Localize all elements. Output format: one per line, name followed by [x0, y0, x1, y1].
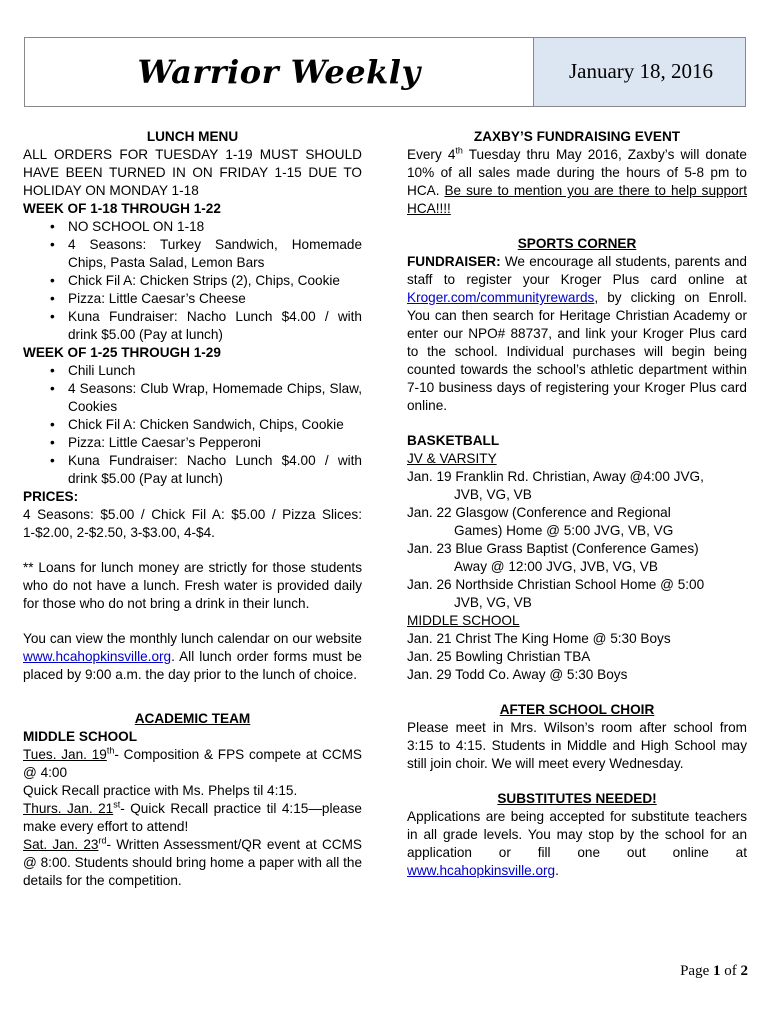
website-link[interactable]: www.hcahopkinsville.org — [407, 863, 556, 878]
zaxby-heading: ZAXBY’S FUNDRAISING EVENT — [473, 129, 681, 144]
subs-text-end: . — [555, 863, 559, 878]
academic-team-heading: ACADEMIC TEAM — [134, 711, 251, 726]
game-line: Jan. 22 Glasgow (Conference and Regional — [407, 505, 671, 520]
event-date: Sat. Jan. 23 — [23, 837, 99, 852]
lunch-intro: ALL ORDERS FOR TUESDAY 1-19 MUST SHOULD HAVE BEEN TURNED IN ON FRIDAY 1-15 DUE TO HOLIDAY ON MONDAY 1-18 — [23, 147, 362, 198]
game-item: Jan. 29 Todd Co. Away @ 5:30 Boys — [407, 667, 628, 682]
right-column — [407, 128, 747, 880]
game-item — [407, 576, 747, 612]
zaxby-sup: th — [455, 145, 463, 156]
week2-menu-list — [23, 362, 362, 488]
week2-heading: WEEK OF 1-25 THROUGH 1-29 — [23, 345, 221, 360]
list-item: • Chick Fil A: Chicken Sandwich, Chips, Cookie — [23, 416, 362, 434]
game-line-cont: Away @ 12:00 JVG, JVB, VG, VB — [454, 559, 658, 574]
kroger-fundraiser — [407, 253, 747, 415]
academic-event: Quick Recall practice with Ms. Phelps til 4:15. — [23, 783, 298, 798]
total-pages: 2 — [740, 963, 748, 979]
event-text: - Composition & FPS compete at CCMS @ 4:00 — [23, 747, 362, 780]
list-item: • 4 Seasons: Turkey Sandwich, Homemade Chips, Pasta Salad, Lemon Bars — [23, 236, 362, 272]
masthead-title-box — [25, 38, 534, 106]
game-item — [407, 540, 747, 576]
academic-subheading: MIDDLE SCHOOL — [23, 729, 138, 744]
event-date-suffix: th — [106, 745, 115, 756]
event-text: - Quick Recall practice til 4:15—please make every effort to attend! — [23, 801, 362, 834]
calendar-text: You can view the monthly lunch calendar on our website — [23, 631, 362, 646]
zaxby-callout: Be sure to mention you are there to help support HCA!!!! — [407, 183, 747, 216]
left-column — [23, 128, 362, 890]
event-date: Thurs. Jan. 21 — [23, 801, 114, 816]
substitutes-text — [407, 808, 747, 880]
list-item: • Chick Fil A: Chicken Strips (2), Chips, Cookie — [23, 272, 362, 290]
game-item — [407, 468, 747, 504]
zaxby-text — [407, 146, 747, 218]
loans-note: ** Loans for lunch money are strictly for those students who do not have a lunch. Fresh water is provided daily for those who do not bring a drink in their lunch. — [23, 560, 362, 611]
page-label: Page — [680, 963, 713, 979]
list-item: • Chili Lunch — [23, 362, 362, 380]
zaxby-text-b: Tuesday thru May 2016, Zaxby’s will donate 10% of all sales made during the hours of 5-8 pm to HCA. — [407, 147, 747, 198]
event-text: - Written Assessment/QR event at CCMS @ 8:00. Students should bring home a paper with all the details for the competition. — [23, 837, 362, 888]
list-item: • Pizza: Little Caesar’s Cheese — [23, 290, 362, 308]
game-line: Jan. 19 Franklin Rd. Christian, Away @4:00 JVG, — [407, 469, 704, 484]
fundraiser-label: FUNDRAISER: — [407, 254, 501, 269]
calendar-text-end: . All lunch order forms must be placed by 9:00 a.m. the day prior to the lunch of choice. — [23, 649, 362, 682]
event-date-suffix: st — [113, 799, 121, 810]
list-item: • 4 Seasons: Club Wrap, Homemade Chips, Slaw, Cookies — [23, 380, 362, 416]
choir-text: Please meet in Mrs. Wilson’s room after school from 3:15 to 4:15. Students in Middle and High School may still join choir. We will meet every Wednesday. — [407, 720, 747, 771]
event-date: Tues. Jan. 19 — [23, 747, 107, 762]
lunch-menu-heading: LUNCH MENU — [146, 129, 239, 144]
game-item: Jan. 21 Christ The King Home @ 5:30 Boys — [407, 631, 671, 646]
academic-event — [23, 746, 362, 782]
prices-heading: PRICES: — [23, 489, 79, 504]
event-date-suffix: rd — [98, 835, 107, 846]
game-line-cont: JVB, VG, VB — [454, 595, 532, 610]
list-item: • Kuna Fundraiser: Nacho Lunch $4.00 / with drink $5.00 (Pay at lunch) — [23, 308, 362, 344]
current-page: 1 — [713, 963, 721, 979]
game-item — [407, 504, 747, 540]
of-label: of — [720, 963, 741, 979]
academic-event — [23, 836, 362, 890]
kroger-link[interactable]: Kroger.com/communityrewards — [407, 290, 595, 305]
page-number — [680, 962, 748, 980]
week1-heading: WEEK OF 1-18 THROUGH 1-22 — [23, 201, 221, 216]
list-item: • NO SCHOOL ON 1-18 — [23, 218, 362, 236]
game-line-cont: JVB, VG, VB — [454, 487, 532, 502]
fundraiser-text-end: , by clicking on Enroll. You can then search for Heritage Christian Academy or enter our NPO# 88737, and link your Kroger Plus card to the school. Individual purchases will begin being counted towards the school’s athletic department within 7-10 business days of registering your Kroger Plus card online. — [407, 290, 747, 413]
list-item: • Kuna Fundraiser: Nacho Lunch $4.00 / with drink $5.00 (Pay at lunch) — [23, 452, 362, 488]
jv-varsity-label: JV & VARSITY — [407, 451, 497, 466]
game-line-cont: Games) Home @ 5:00 JVG, VB, VG — [454, 523, 674, 538]
choir-heading: AFTER SCHOOL CHOIR — [499, 702, 655, 717]
basketball-heading: BASKETBALL — [407, 433, 500, 448]
subs-text: Applications are being accepted for substitute teachers in all grade levels. You may stop by the school for an application or fill one out online at — [407, 809, 747, 860]
prices-text: 4 Seasons: $5.00 / Chick Fil A: $5.00 / Pizza Slices: 1-$2.00, 2-$2.50, 3-$3.00, 4-$4. — [23, 507, 362, 540]
middle-school-label: MIDDLE SCHOOL — [407, 613, 520, 628]
masthead — [24, 37, 746, 107]
sports-corner-heading: SPORTS CORNER — [517, 236, 637, 251]
list-item: • Pizza: Little Caesar’s Pepperoni — [23, 434, 362, 452]
game-line: Jan. 23 Blue Grass Baptist (Conference Games) — [407, 541, 699, 556]
lunch-calendar-note — [23, 630, 362, 684]
website-link[interactable]: www.hcahopkinsville.org — [23, 649, 172, 664]
zaxby-text-a: Every 4 — [407, 147, 456, 162]
substitutes-heading: SUBSTITUTES NEEDED! — [497, 791, 657, 806]
game-line: Jan. 26 Northside Christian School Home @ 5:00 — [407, 577, 705, 592]
week1-menu-list — [23, 218, 362, 344]
newsletter-title: Warrior Weekly — [137, 53, 421, 91]
fundraiser-text: We encourage all students, parents and staff to register your Kroger Plus card online at — [407, 254, 747, 287]
academic-event — [23, 800, 362, 836]
issue-date: January 18, 2016 — [568, 59, 714, 83]
game-item: Jan. 25 Bowling Christian TBA — [407, 649, 591, 664]
